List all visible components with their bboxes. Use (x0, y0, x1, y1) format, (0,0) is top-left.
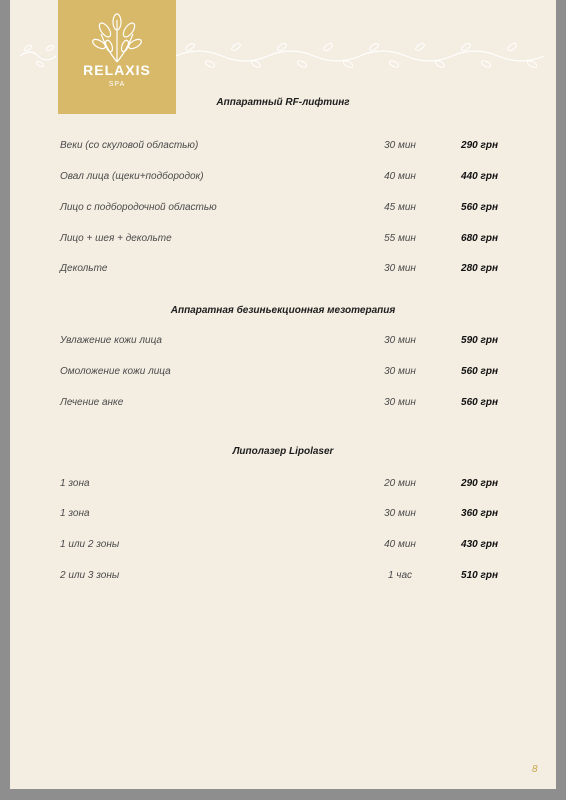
service-price: 290 грн (461, 140, 498, 151)
price-row (10, 335, 556, 349)
service-name: Лицо + шея + декольте (60, 233, 172, 244)
price-row (10, 140, 556, 154)
service-duration: 30 мин (384, 397, 416, 408)
service-duration: 40 мин (384, 539, 416, 550)
price-row (10, 478, 556, 492)
service-duration: 1 час (387, 570, 413, 581)
section-title-rf-lifting: Аппаратный RF-лифтинг (216, 97, 350, 108)
price-row (10, 171, 556, 185)
service-duration: 40 мин (384, 171, 416, 182)
service-name: 1 зона (60, 478, 90, 489)
price-list-page (10, 0, 556, 789)
service-duration: 45 мин (384, 202, 416, 213)
service-name: Лицо с подбородочной областью (60, 202, 217, 213)
service-price: 290 грн (461, 478, 498, 489)
service-duration: 30 мин (384, 263, 416, 274)
brand-name: RELAXIS (83, 62, 151, 78)
service-name: Лечение анке (60, 397, 124, 408)
price-row (10, 366, 556, 380)
service-name: Увлажение кожи лица (60, 335, 162, 346)
service-duration: 55 мин (384, 233, 416, 244)
service-price: 280 грн (461, 263, 498, 274)
service-price: 560 грн (461, 202, 498, 213)
brand-subtitle: SPA (108, 81, 126, 88)
page-number: 8 (532, 764, 538, 775)
price-row (10, 233, 556, 247)
service-duration: 30 мин (384, 366, 416, 377)
service-price: 430 грн (461, 539, 498, 550)
service-price: 360 грн (461, 508, 498, 519)
section-title-lipolaser: Липолазер Lipolaser (232, 446, 334, 457)
section-title-mesotherapy: Аппаратная безиньекционная мезотерапия (170, 305, 396, 316)
service-name: 1 зона (60, 508, 90, 519)
price-row (10, 570, 556, 584)
service-price: 590 грн (461, 335, 498, 346)
vine-ornament-left-icon (18, 34, 58, 74)
service-name: 1 или 2 зоны (60, 539, 120, 550)
leaf-wreath-icon (87, 12, 147, 64)
service-duration: 30 мин (384, 335, 416, 346)
service-price: 440 грн (461, 171, 498, 182)
service-price: 560 грн (461, 397, 498, 408)
service-duration: 30 мин (384, 140, 416, 151)
vine-ornament-right-icon (176, 34, 550, 74)
service-duration: 20 мин (384, 478, 416, 489)
service-name: 2 или 3 зоны (60, 570, 120, 581)
service-price: 560 грн (461, 366, 498, 377)
service-name: Овал лица (щеки+подбородок) (60, 171, 204, 182)
price-row (10, 263, 556, 277)
service-name: Декольте (60, 263, 108, 274)
service-name: Омоложение кожи лица (60, 366, 171, 377)
service-duration: 30 мин (384, 508, 416, 519)
price-row (10, 397, 556, 411)
price-row (10, 508, 556, 522)
price-row (10, 202, 556, 216)
service-price: 510 грн (461, 570, 498, 581)
service-price: 680 грн (461, 233, 498, 244)
service-name: Веки (со скуловой областью) (60, 140, 199, 151)
price-row (10, 539, 556, 553)
